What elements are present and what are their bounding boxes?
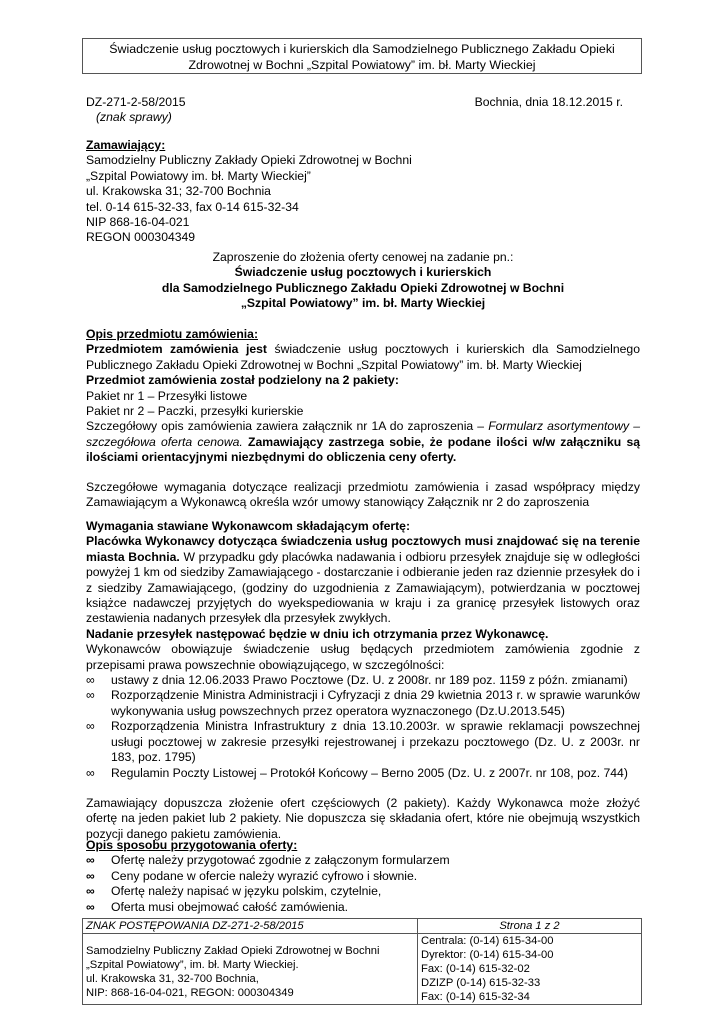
document-header (82, 38, 642, 74)
footer-page-number: Strona 1 z 2 (418, 919, 642, 934)
subject-paragraph-3 (86, 419, 640, 465)
package-2: Pakiet nr 2 – Paczki, przesyłki kurierskie (86, 404, 304, 419)
footer-table (82, 918, 642, 1005)
bullet-icon: ∞ (86, 868, 95, 883)
office-location-text: W przypadku gdy placówka nadawania i odbioru przesyłek znajduje się w odległości powyżej 1 km od siedziby Zamawiającego - dostarczanie i odbieranie jeden raz dziennie przesyłek do i z siedziby Zamawiającego, (godziny do uzgodnienia z Zamawiającym), potwierdzania w pocztowej książce nadawczej przyjętych do wyekspediowania w kraju i za granicę przesyłek listowych oraz zestawienia nadanych przesyłek dla przesyłek zwykłych. (86, 549, 641, 626)
footer-address: Samodzielny Publiczny Zakład Opieki Zdrowotnej w Bochni „Szpital Powiatowy”, im. bł. Marty Wieckiej. ul. Krakowska 31, 32-700 Bochnia, NIP: 868-16-04-021, REGON: 000304349 (83, 934, 418, 1005)
contracting-line: tel. 0-14 615-32-33, fax 0-14 615-32-34 (86, 199, 299, 214)
preparation-heading: Opis sposobu przygotowania oferty: (86, 838, 298, 852)
bullet-icon: ∞ (86, 765, 95, 780)
contracting-line: NIP 868-16-04-021 (86, 215, 190, 230)
invitation-title-1: Świadczenie usług pocztowych i kurierskich (234, 265, 492, 280)
contracting-line: REGON 000304349 (86, 230, 196, 245)
bullet-icon: ∞ (86, 673, 95, 688)
bullet-icon: ∞ (86, 688, 95, 703)
quantities-note: Zamawiający zastrzega sobie, że podane ilości w/w załączniku są ilościami orientacyjnymi niezbędnymi do obliczenia ceny oferty. (86, 434, 641, 465)
document-date: Bochnia, dnia 18.12.2015 r. (474, 95, 623, 109)
package-1: Pakiet nr 1 – Przesyłki listowe (86, 388, 248, 403)
preparation-item: ∞ Ofertę należy przygotować zgodnie z załączonym formularzem (86, 853, 450, 868)
office-location-requirement: Placówka Wykonawcy dotycząca świadczenia usług pocztowych musi znajdować się na terenie miasta Bochnia. (86, 534, 640, 564)
bullet-icon: ∞ (86, 853, 95, 868)
preparation-item: ∞ Oferta musi obejmować całość zamówienia. (86, 899, 349, 914)
attachment-title: Formularz asortymentowy – szczegółowa oferta cenowa. (86, 419, 640, 449)
bullet-icon: ∞ (86, 884, 95, 899)
contracting-authority (86, 138, 640, 246)
subject-paragraph-1 (86, 342, 640, 373)
header-line-1: Świadczenie usług pocztowych i kurierskich dla Samodzielnego Publicznego Zakładu Opieki (109, 42, 615, 56)
bullet-icon: ∞ (86, 899, 95, 914)
preparation-item: ∞ Ofertę należy napisać w języku polskim, czytelnie, (86, 884, 382, 899)
invitation-block (86, 250, 640, 312)
law-item: ∞ Regulamin Poczty Listowej – Protokół Końcowy – Berno 2005 (Dz. U. z 2007r. nr 108, poz. 744) (86, 765, 628, 780)
subject-text: świadczenie usług pocztowych i kurierskich dla Samodzielnego Publicznego Zakładu Opieki Zdrowotnej w Bochni „Szpital Powiatowy” im. bł. Marty Wieckiej (86, 342, 640, 372)
contracting-heading: Zamawiający: (86, 138, 166, 152)
attachment-text: Szczegółowy opis zamówienia zawiera załącznik nr 1A do zaproszenia – (86, 419, 489, 434)
footer-contacts: Centrala: (0-14) 615-34-00 Dyrektor: (0-14) 615-34-00 Fax: (0-14) 615-32-02 DZIZP (0-14) 615-32-33 Fax: (0-14) 615-32-34 (418, 934, 642, 1005)
case-number: DZ-271-2-58/2015 (86, 95, 186, 109)
header-line-2: Zdrowotnej w Bochni „Szpital Powiatowy” im. bł. Marty Wieckiej (188, 58, 536, 72)
requirements-paragraph-2: Nadanie przesyłek następować będzie w dniu ich otrzymania przez Wykonawcę. (86, 626, 549, 641)
invitation-intro: Zaproszenie do złożenia oferty cenowej na zadanie pn.: (212, 250, 514, 264)
footer-reference: ZNAK POSTĘPOWANIA DZ-271-2-58/2015 (83, 919, 418, 934)
law-item: ∞ Rozporządzenia Ministra Infrastruktury z dnia 13.10.2003r. w sprawie reklamacji powszechnej usługi pocztowej w zakresie przesyłki rejestrowanej i przekazu pocztowego (Dz. U. z 2003r. nr 183, poz. 1795) (86, 719, 640, 765)
requirements-paragraph-1 (86, 534, 640, 626)
law-item: ∞ ustawy z dnia 12.06.2033 Prawo Pocztowe (Dz. U. z 2008r. nr 189 poz. 1159 z późn. zmianami) (86, 673, 628, 688)
bullet-icon: ∞ (86, 719, 95, 734)
subject-section (86, 327, 640, 510)
invitation-title-3: „Szpital Powiatowy” im. bł. Marty Wieckiej (240, 296, 486, 311)
subject-paragraph-4: Szczegółowe wymagania dotyczące realizacji przedmiotu zamówienia i zasad współpracy między Zamawiającym a Wykonawcą określa wzór umowy stanowiący Załącznik nr 2 do zaproszenia (86, 479, 640, 510)
preparation-item: ∞ Ceny podane w ofercie należy wyrazić cyfrowo i słownie. (86, 868, 418, 883)
partial-offers-paragraph: Zamawiający dopuszcza złożenie ofert częściowych (2 pakiety). Każdy Wykonawca może złożyć ofertę na jeden pakiet lub 2 pakiety. Nie dopuszcza się składania ofert, które nie obejmują wszystkich pozycji danego pakietu zamówienia. (86, 795, 640, 841)
requirements-heading: Wymagania stawiane Wykonawcom składającym ofertę: (86, 519, 410, 533)
preparation-section (86, 838, 640, 915)
case-number-label: (znak sprawy) (96, 110, 172, 124)
contracting-line: ul. Krakowska 31; 32-700 Bochnia (86, 184, 271, 199)
subject-heading: Opis przedmiotu zamówienia: (86, 327, 258, 341)
law-item: ∞ Rozporządzenie Ministra Administracji i Cyfryzacji z dnia 29 kwietnia 2013 r. w sprawie warunków wykonywania usług powszechnych przez operatora wyznaczonego (Dz.U.2013.545) (86, 688, 640, 718)
contracting-line: „Szpital Powiatowy im. bł. Marty Wieckiej” (86, 168, 311, 183)
requirements-paragraph-3: Wykonawców obowiązuje świadczenie usług będących przedmiotem zamówienia zgodnie z przepisami prawa powszechnie obowiązującego, w szczególności: (86, 642, 640, 672)
invitation-title-2: dla Samodzielnego Publicznego Zakładu Opieki Zdrowotnej w Bochni (161, 280, 565, 295)
contracting-line: Samodzielny Publiczny Zakłady Opieki Zdrowotnej w Bochni (86, 153, 412, 168)
requirements-section (86, 519, 640, 842)
packages-heading: Przedmiot zamówienia został podzielony na 2 pakiety: (86, 373, 399, 388)
subject-lead: Przedmiotem zamówienia jest (86, 342, 267, 357)
